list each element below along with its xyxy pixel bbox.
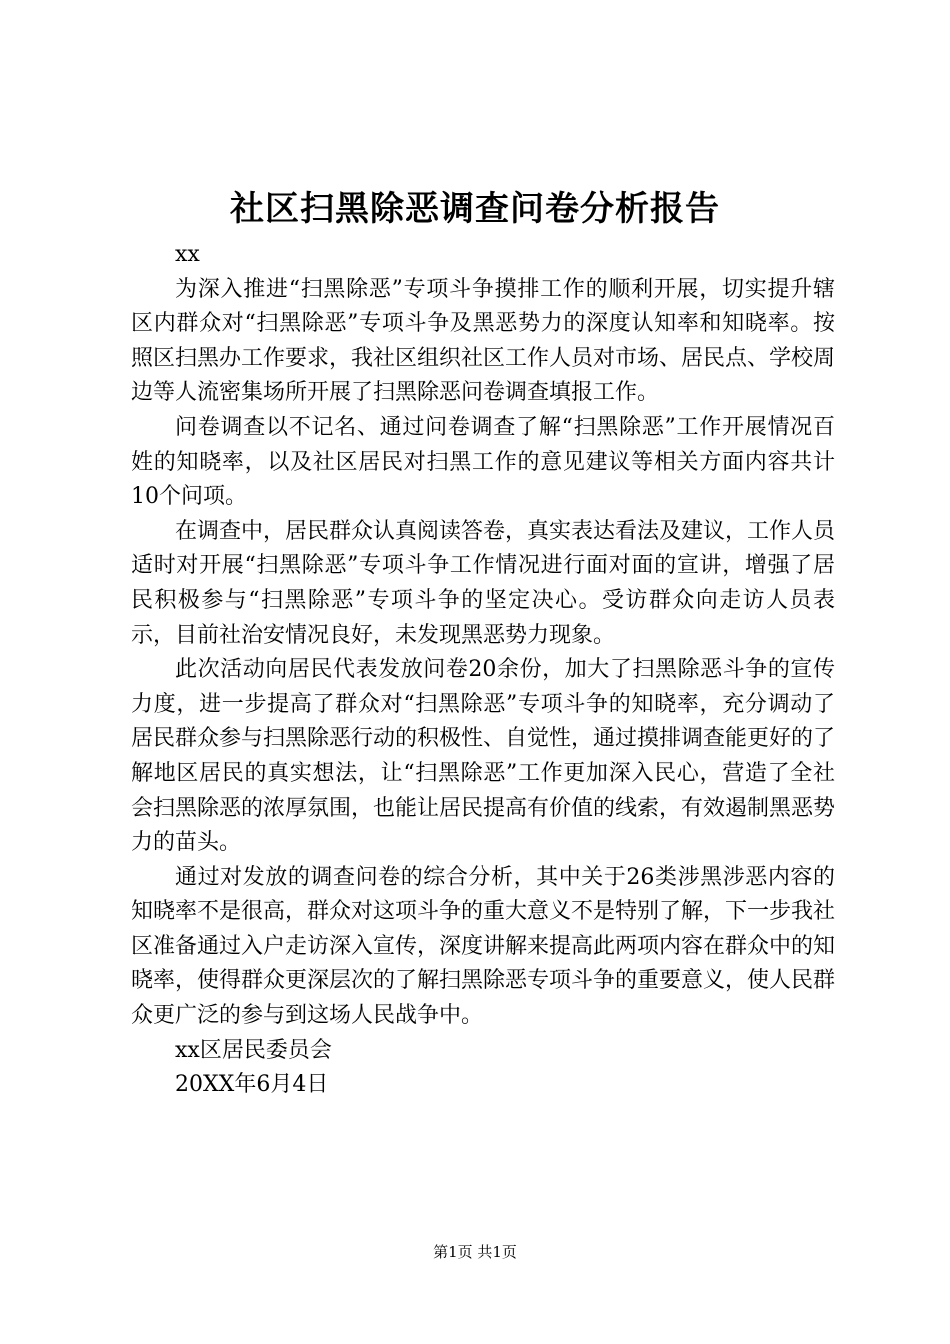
paragraph-1: 为深入推进“扫黑除恶”专项斗争摸排工作的顺利开展，切实提升辖区内群众对“扫黑除恶”专项斗争及黑恶势力的深度认知率和知晓率。按照区扫黑办工作要求，我社区组织社区工作人员对市场、居民点、学校周边等人流密集场所开展了扫黑除恶问卷调查填报工作。 — [131, 276, 836, 406]
document-body — [131, 238, 835, 1103]
paragraph-5: 通过对发放的调查问卷的综合分析，其中关于26类涉黑涉恶内容的知晓率不是很高，群众对这项斗争的重大意义不是特别了解，下一步我社区准备通过入户走访深入宣传，深度讲解来提高此两项内容在群众中的知晓率，使得群众更深层次的了解扫黑除恶专项斗争的重要意义，使人民群众更广泛的参与到这场人民战争中。 — [131, 864, 836, 1029]
document-title: 社区扫黑除恶调查问卷分析报告 — [230, 189, 720, 229]
date-line: 20XX年6月4日 — [175, 1072, 329, 1098]
paragraph-2: 问卷调查以不记名、通过问卷调查了解“扫黑除恶”工作开展情况百姓的知晓率，以及社区居民对扫黑工作的意见建议等相关方面内容共计10个问项。 — [131, 414, 835, 510]
paragraph-3: 在调查中，居民群众认真阅读答卷，真实表达看法及建议，工作人员适时对开展“扫黑除恶”专项斗争工作情况进行面对面的宣讲，增强了居民积极参与“扫黑除恶”专项斗争的坚定决心。受访群众向走访人员表示，目前社治安情况良好，未发现黑恶势力现象。 — [131, 518, 836, 648]
paragraph-4: 此次活动向居民代表发放问卷20余份，加大了扫黑除恶斗争的宣传力度，进一步提高了群众对“扫黑除恶”专项斗争的知晓率，充分调动了居民群众参与扫黑除恶行动的积极性、自觉性，通过摸排调查能更好的了解地区居民的真实想法，让“扫黑除恶”工作更加深入民心，营造了全社会扫黑除恶的浓厚氛围，也能让居民提高有价值的线索，有效遏制黑恶势力的苗头。 — [131, 657, 836, 856]
signature-line: xx区居民委员会 — [175, 1037, 332, 1063]
page-footer: 第1页 共1页 — [433, 1243, 517, 1261]
author-line: xx — [175, 242, 200, 267]
